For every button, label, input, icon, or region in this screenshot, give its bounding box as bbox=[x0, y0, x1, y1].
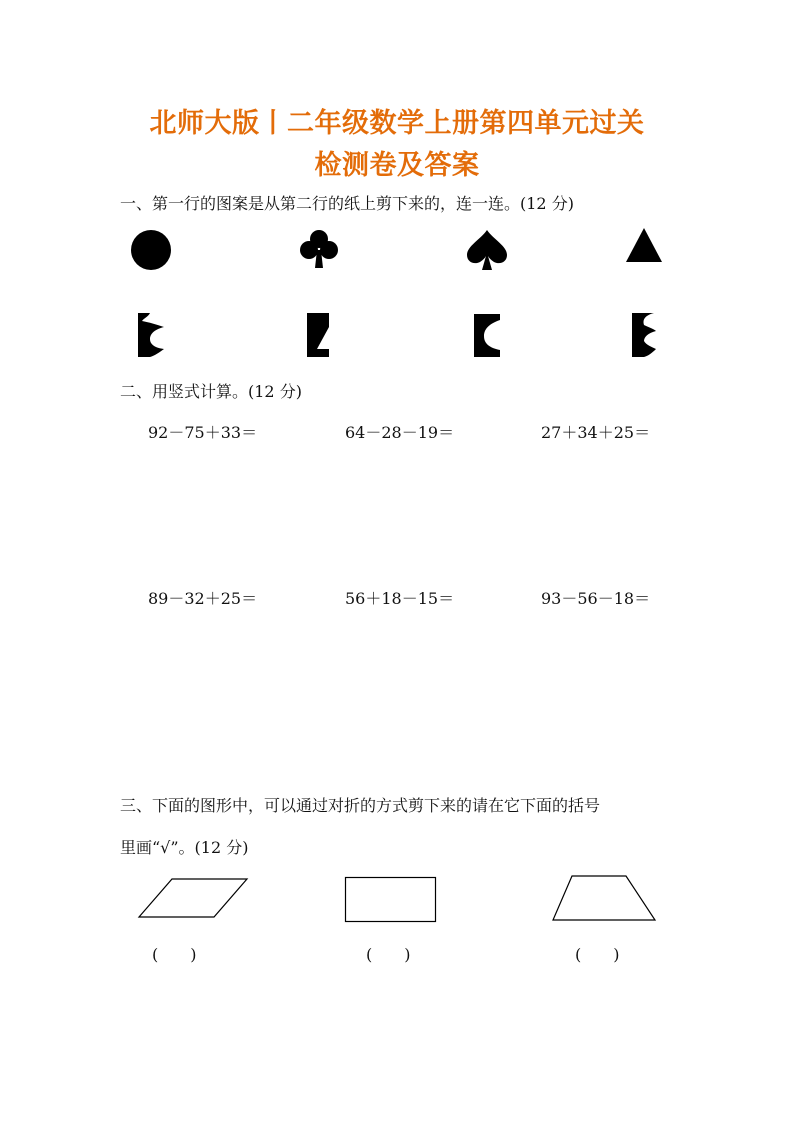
paper-cut-half-club-icon bbox=[630, 311, 658, 359]
calc-expression: 89－32＋25＝ bbox=[148, 589, 258, 608]
calc-expression: 27＋34＋25＝ bbox=[541, 423, 651, 442]
calc-expression: 64－28－19＝ bbox=[345, 423, 455, 442]
answer-parentheses[interactable]: ( ) bbox=[152, 945, 197, 964]
paper-cut-half-circle-icon bbox=[136, 311, 166, 359]
club-icon bbox=[298, 228, 340, 270]
trapezoid-icon bbox=[550, 873, 658, 923]
calc-expression: 93－56－18＝ bbox=[541, 589, 651, 608]
calc-expression: 92－75＋33＝ bbox=[148, 423, 258, 442]
paper-cut-half-spade-icon bbox=[472, 312, 502, 359]
paper-cut-half-triangle-icon bbox=[305, 311, 331, 359]
page-title-line-1: 北师大版丨二年级数学上册第四单元过关 bbox=[149, 108, 645, 139]
spade-icon bbox=[464, 228, 510, 272]
section-3-heading-line-1: 三、下面的图形中，可以通过对折的方式剪下来的请在它下面的括号 bbox=[120, 796, 601, 815]
calc-expression: 56＋18－15＝ bbox=[345, 589, 455, 608]
rectangle-icon bbox=[344, 876, 438, 924]
parallelogram-icon bbox=[136, 876, 250, 920]
answer-parentheses[interactable]: ( ) bbox=[366, 945, 411, 964]
page-title-line-2: 检测卷及答案 bbox=[314, 150, 480, 181]
answer-parentheses[interactable]: ( ) bbox=[575, 945, 620, 964]
section-3-heading-line-2: 里画“√”。(12 分) bbox=[120, 838, 249, 857]
circle-icon bbox=[130, 229, 172, 271]
triangle-icon bbox=[625, 227, 663, 263]
section-2-heading: 二、用竖式计算。(12 分) bbox=[120, 382, 302, 401]
section-1-heading: 一、第一行的图案是从第二行的纸上剪下来的，连一连。(12 分) bbox=[120, 194, 574, 213]
